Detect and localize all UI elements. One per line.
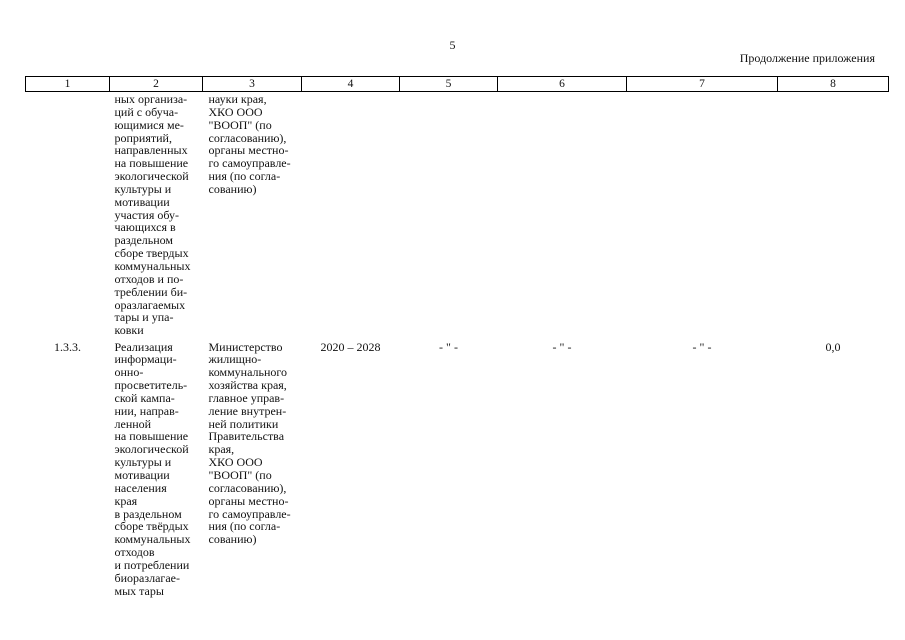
appendix-table (25, 76, 889, 600)
col-5-value (400, 92, 498, 340)
col-7-value (627, 92, 778, 340)
col-5-value: - " - (439, 339, 458, 354)
col-6-value (498, 92, 627, 340)
column-number-row (26, 77, 889, 92)
col-8-value (778, 92, 889, 340)
column-number-4: 4 (302, 77, 400, 92)
executors: науки края, ХКО ООО "ВООП" (по согласованию), органы местно- го самоуправле- ния (по согла- сованию) (208, 92, 291, 196)
period (302, 92, 400, 340)
event-name: ных организа- ций с обуча- ющимися ме- роприятий, направленных на повышение экологической культуры и мотивации участия обу- чающихся в раздельном сборе твердых коммунальных отходов и по- треблении би- оразлагаемых тары и упа- ковки (114, 92, 191, 338)
item-number: 1.3.3. (54, 339, 81, 354)
col-7-value: - " - (692, 339, 712, 354)
column-number-1: 1 (26, 77, 110, 92)
period: 2020 – 2028 (320, 339, 381, 354)
continuation-label: Продолжение приложения (739, 51, 875, 65)
col-8-value: 0,0 (825, 339, 841, 354)
column-number-5: 5 (400, 77, 498, 92)
executors: Министерство жилищно- коммунального хозяйства края, главное управ- ление внутрен- ней политики Правительства края, ХКО ООО "ВООП" (по согласованию), органы местно- го самоуправле- ния (по согла- сованию) (208, 339, 291, 547)
table-row (26, 92, 889, 340)
column-number-8: 8 (778, 77, 889, 92)
column-number-7: 7 (627, 77, 778, 92)
item-number (26, 92, 110, 340)
col-6-value: - " - (552, 339, 572, 354)
page-number: 5 (449, 38, 456, 52)
event-name: Реализация информаци- онно- просветитель- ской кампа- нии, направ- ленной на повышение экологической культуры и мотивации населения края в раздельном сборе твёрдых коммунальных отходов и потреблении биоразлагае- мых тары (114, 339, 191, 598)
column-number-2: 2 (110, 77, 203, 92)
column-number-3: 3 (203, 77, 302, 92)
table-body (26, 92, 889, 600)
column-number-6: 6 (498, 77, 627, 92)
table-header (26, 77, 889, 92)
table-row (26, 340, 889, 600)
